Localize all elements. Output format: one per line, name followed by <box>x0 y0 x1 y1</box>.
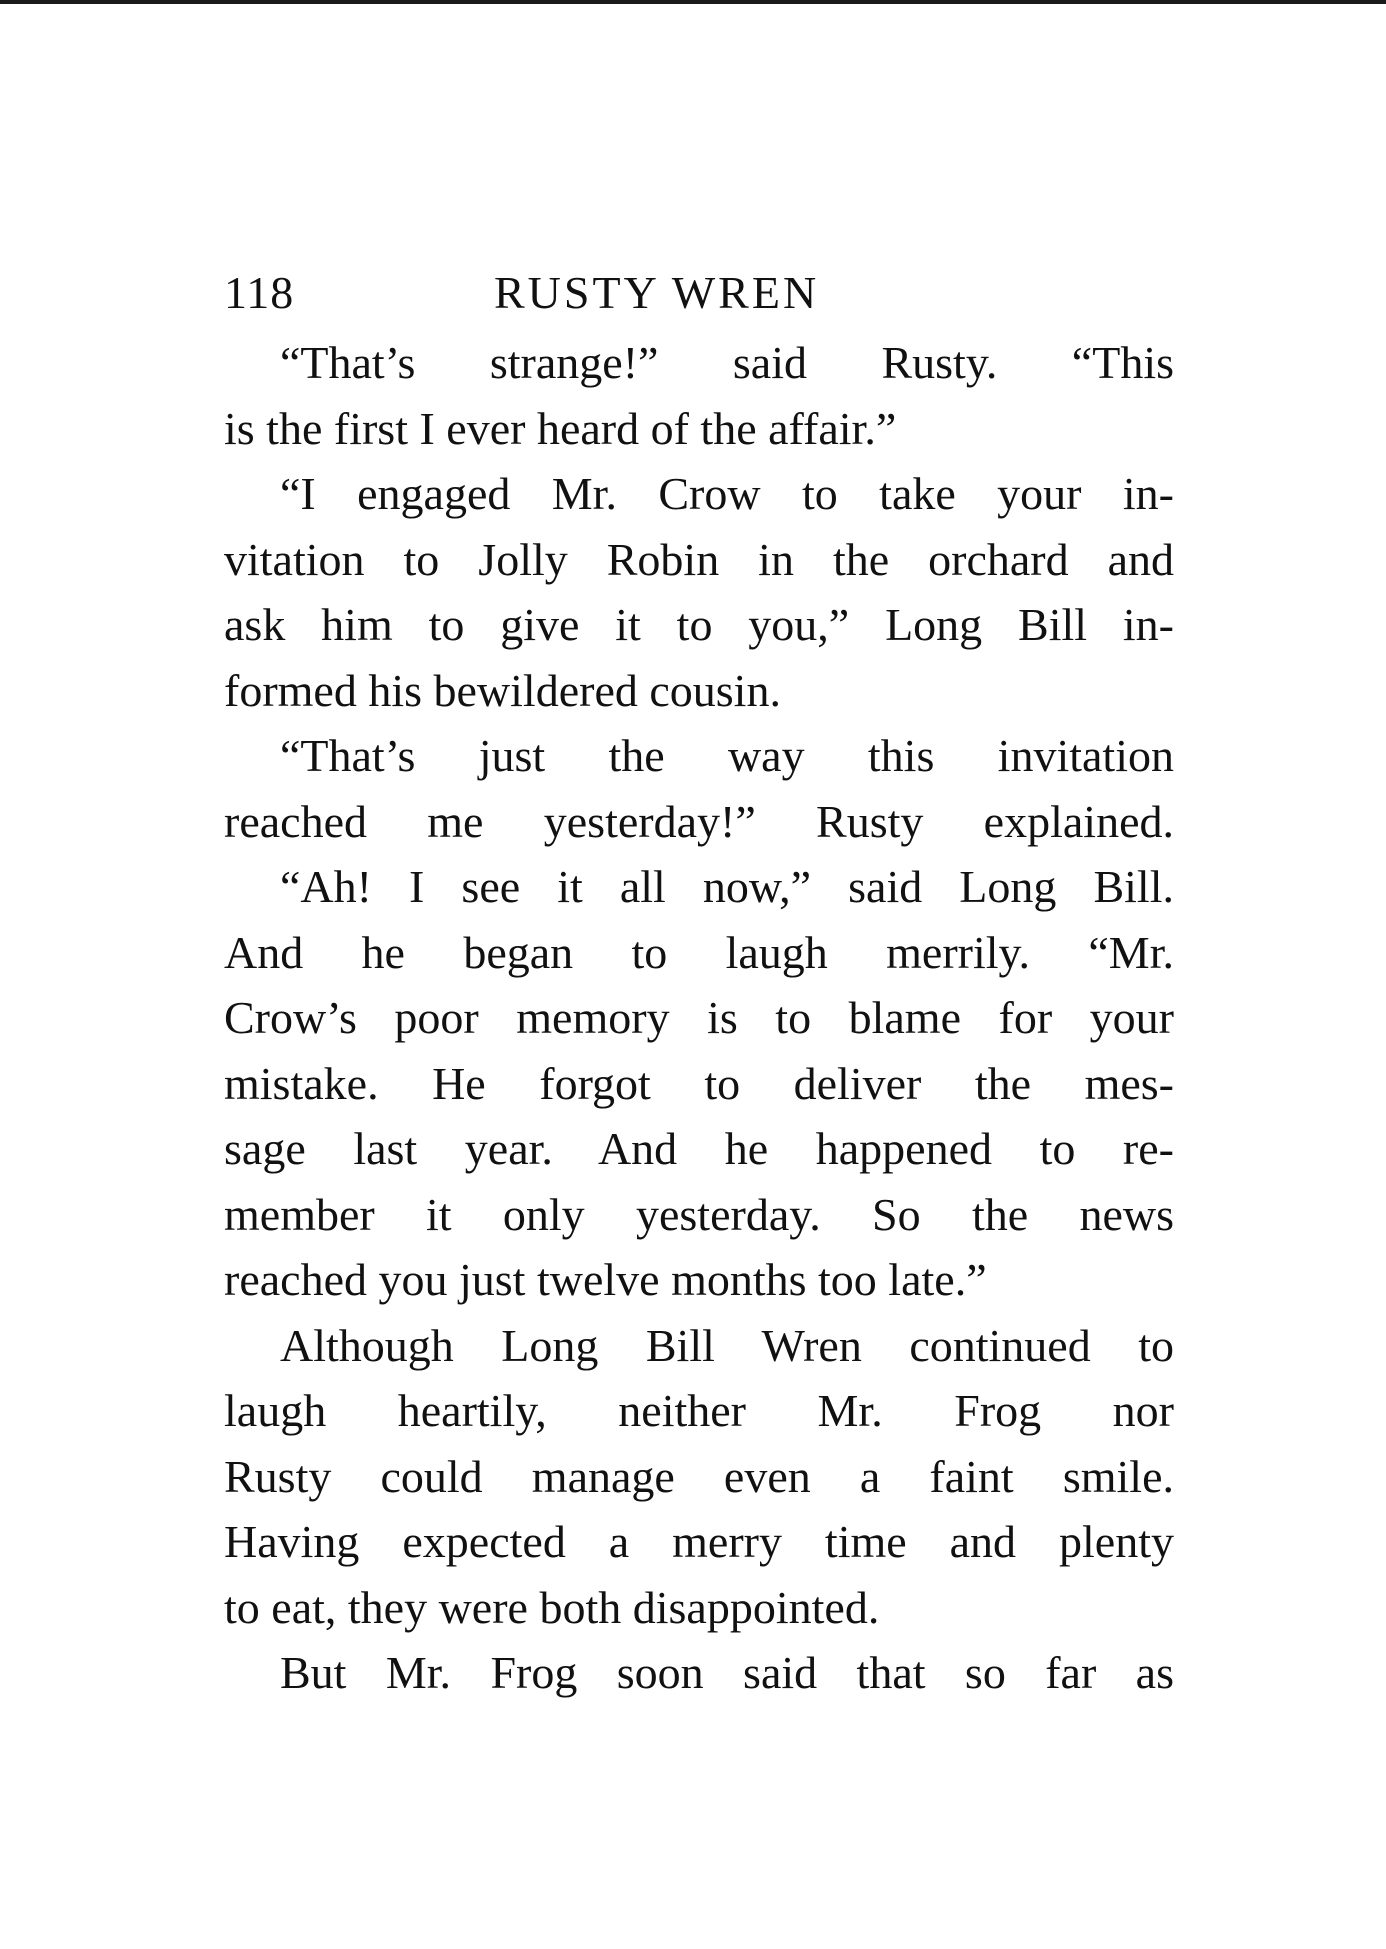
text-line: “I engaged Mr. Crow to take your in- <box>280 468 1174 519</box>
text-line: reached me yesterday!” Rusty explained. <box>224 795 1174 847</box>
top-border-rule <box>0 0 1386 4</box>
text-line: to eat, they were both disappointed. <box>224 1581 880 1633</box>
paragraph <box>224 1313 1174 1641</box>
text-line: “That’s just the way this invitation <box>280 730 1174 781</box>
running-head <box>224 262 1174 324</box>
text-line: Having expected a merry time and plenty <box>224 1516 1174 1567</box>
text-line: Although Long Bill Wren continued to <box>280 1319 1174 1371</box>
text-line: is the first I ever heard of the affair.” <box>224 402 897 454</box>
page-number: 118 <box>224 267 295 318</box>
text-line: Crow’s poor memory is to blame for your <box>224 992 1174 1043</box>
paragraph <box>224 461 1174 723</box>
text-line: mistake. He forgot to deliver the mes- <box>224 1057 1174 1109</box>
text-line: “Ah! I see it all now,” said Long Bill. <box>280 861 1174 912</box>
text-line: reached you just twelve months too late.” <box>224 1254 987 1305</box>
text-line: And he began to laugh merrily. “Mr. <box>224 926 1174 978</box>
text-line: ask him to give it to you,” Long Bill in- <box>224 599 1174 650</box>
text-line: sage last year. And he happened to re- <box>224 1123 1174 1174</box>
text-line: “That’s strange!” said Rusty. “This <box>280 337 1174 388</box>
text-line: laugh heartily, neither Mr. Frog nor <box>224 1385 1174 1436</box>
paragraph <box>224 723 1174 854</box>
text-line: member it only yesterday. So the news <box>224 1188 1174 1240</box>
text-line: But Mr. Frog soon said that so far as <box>280 1647 1174 1698</box>
text-line: Rusty could manage even a faint smile. <box>224 1450 1174 1502</box>
book-title: RUSTY WREN <box>494 267 820 318</box>
text-line: formed his bewildered cousin. <box>224 664 781 716</box>
paragraph <box>224 1640 1174 1706</box>
book-page <box>224 262 1174 1706</box>
paragraph <box>224 330 1174 461</box>
paragraph <box>224 854 1174 1313</box>
text-line: vitation to Jolly Robin in the orchard and <box>224 533 1174 585</box>
